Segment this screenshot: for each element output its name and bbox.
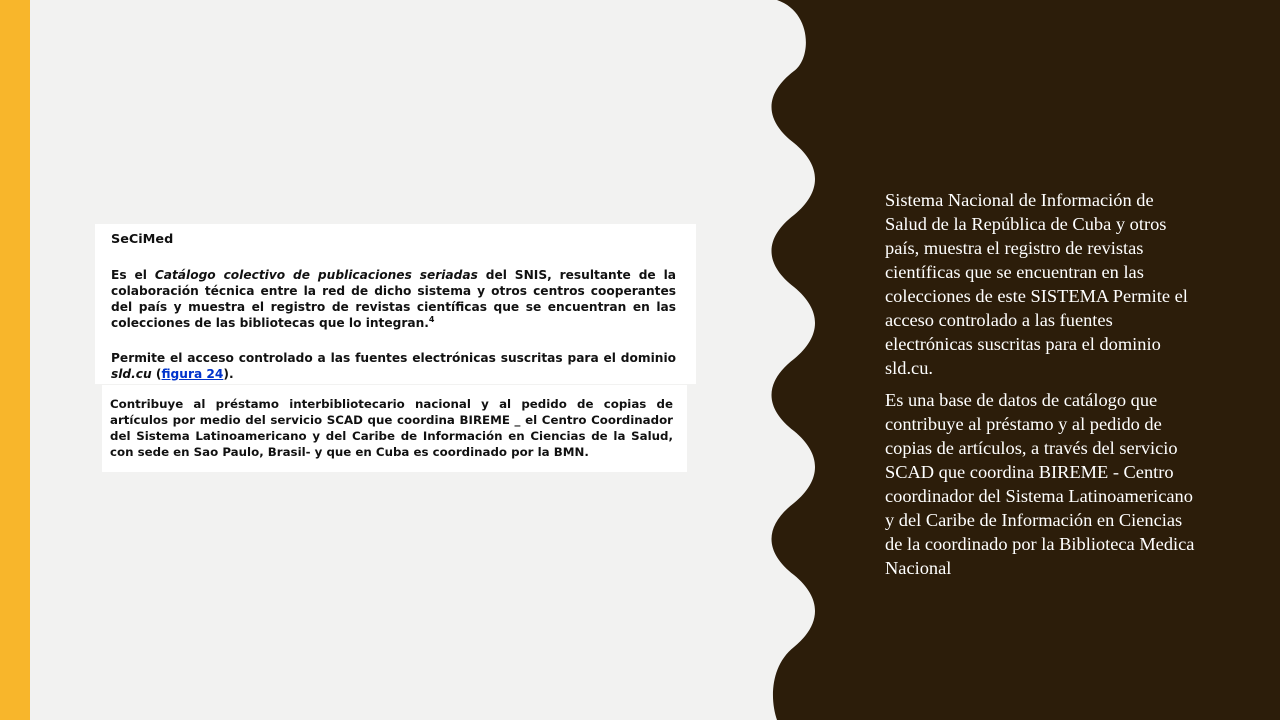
doc-heading: SeCiMed: [111, 232, 174, 247]
doc-p1-italic: Catálogo colectivo de publicaciones seriadas: [154, 268, 478, 282]
side-paragraph-1: Sistema Nacional de Información de Salud de la República de Cuba y otros país, muestra el registro de revistas científicas que se encuentran en las colecciones de este SISTEMA Permite el acceso controlado a las fuentes electrónicas suscritas para el dominio sld.cu.: [885, 190, 1188, 378]
document-excerpt-bottom: [102, 385, 687, 472]
doc-paragraph-access: [111, 350, 676, 382]
doc-paragraph-catalog: [111, 267, 676, 331]
document-excerpt-top: [95, 224, 696, 384]
side-paragraph-2: Es una base de datos de catálogo que contribuye al préstamo y al pedido de copias de artículos, a través del servicio SCAD que coordina BIREME - Centro coordinador del Sistema Latinoamericano y del Caribe de Información en Ciencias de la coordinado por la Biblioteca Medica Nacional: [885, 390, 1195, 578]
doc-p2-open: (: [151, 367, 162, 381]
doc-p1-start: Es el: [111, 268, 155, 282]
doc-p2-start: Permite el acceso controlado a las fuentes electrónicas suscritas para el dominio: [111, 351, 676, 365]
side-text-block: [885, 188, 1195, 580]
doc-paragraph-loan: Contribuye al préstamo interbibliotecario nacional y al pedido de copias de artículos por medio del servicio SCAD que coordina BIREME _ el Centro Coordinador del Sistema Latinoamericano y del Caribe de Información en Ciencias de la Salud, con sede en Sao Paulo, Brasil- y que en Cuba es coordinado por la BMN.: [110, 397, 673, 459]
doc-domain: sld.cu: [111, 367, 152, 381]
doc-p1-rest: del SNIS, resultante de la colaboración técnica entre la red de dicho sistema y otros centros cooperantes del país y muestra el registro de revistas científicas que se encuentran en las colecciones de las bibliotecas que lo integran.: [111, 268, 676, 330]
figure-link[interactable]: figura 24: [161, 367, 224, 381]
doc-footnote-ref: 4: [428, 314, 435, 324]
doc-p2-close: ).: [223, 367, 234, 381]
